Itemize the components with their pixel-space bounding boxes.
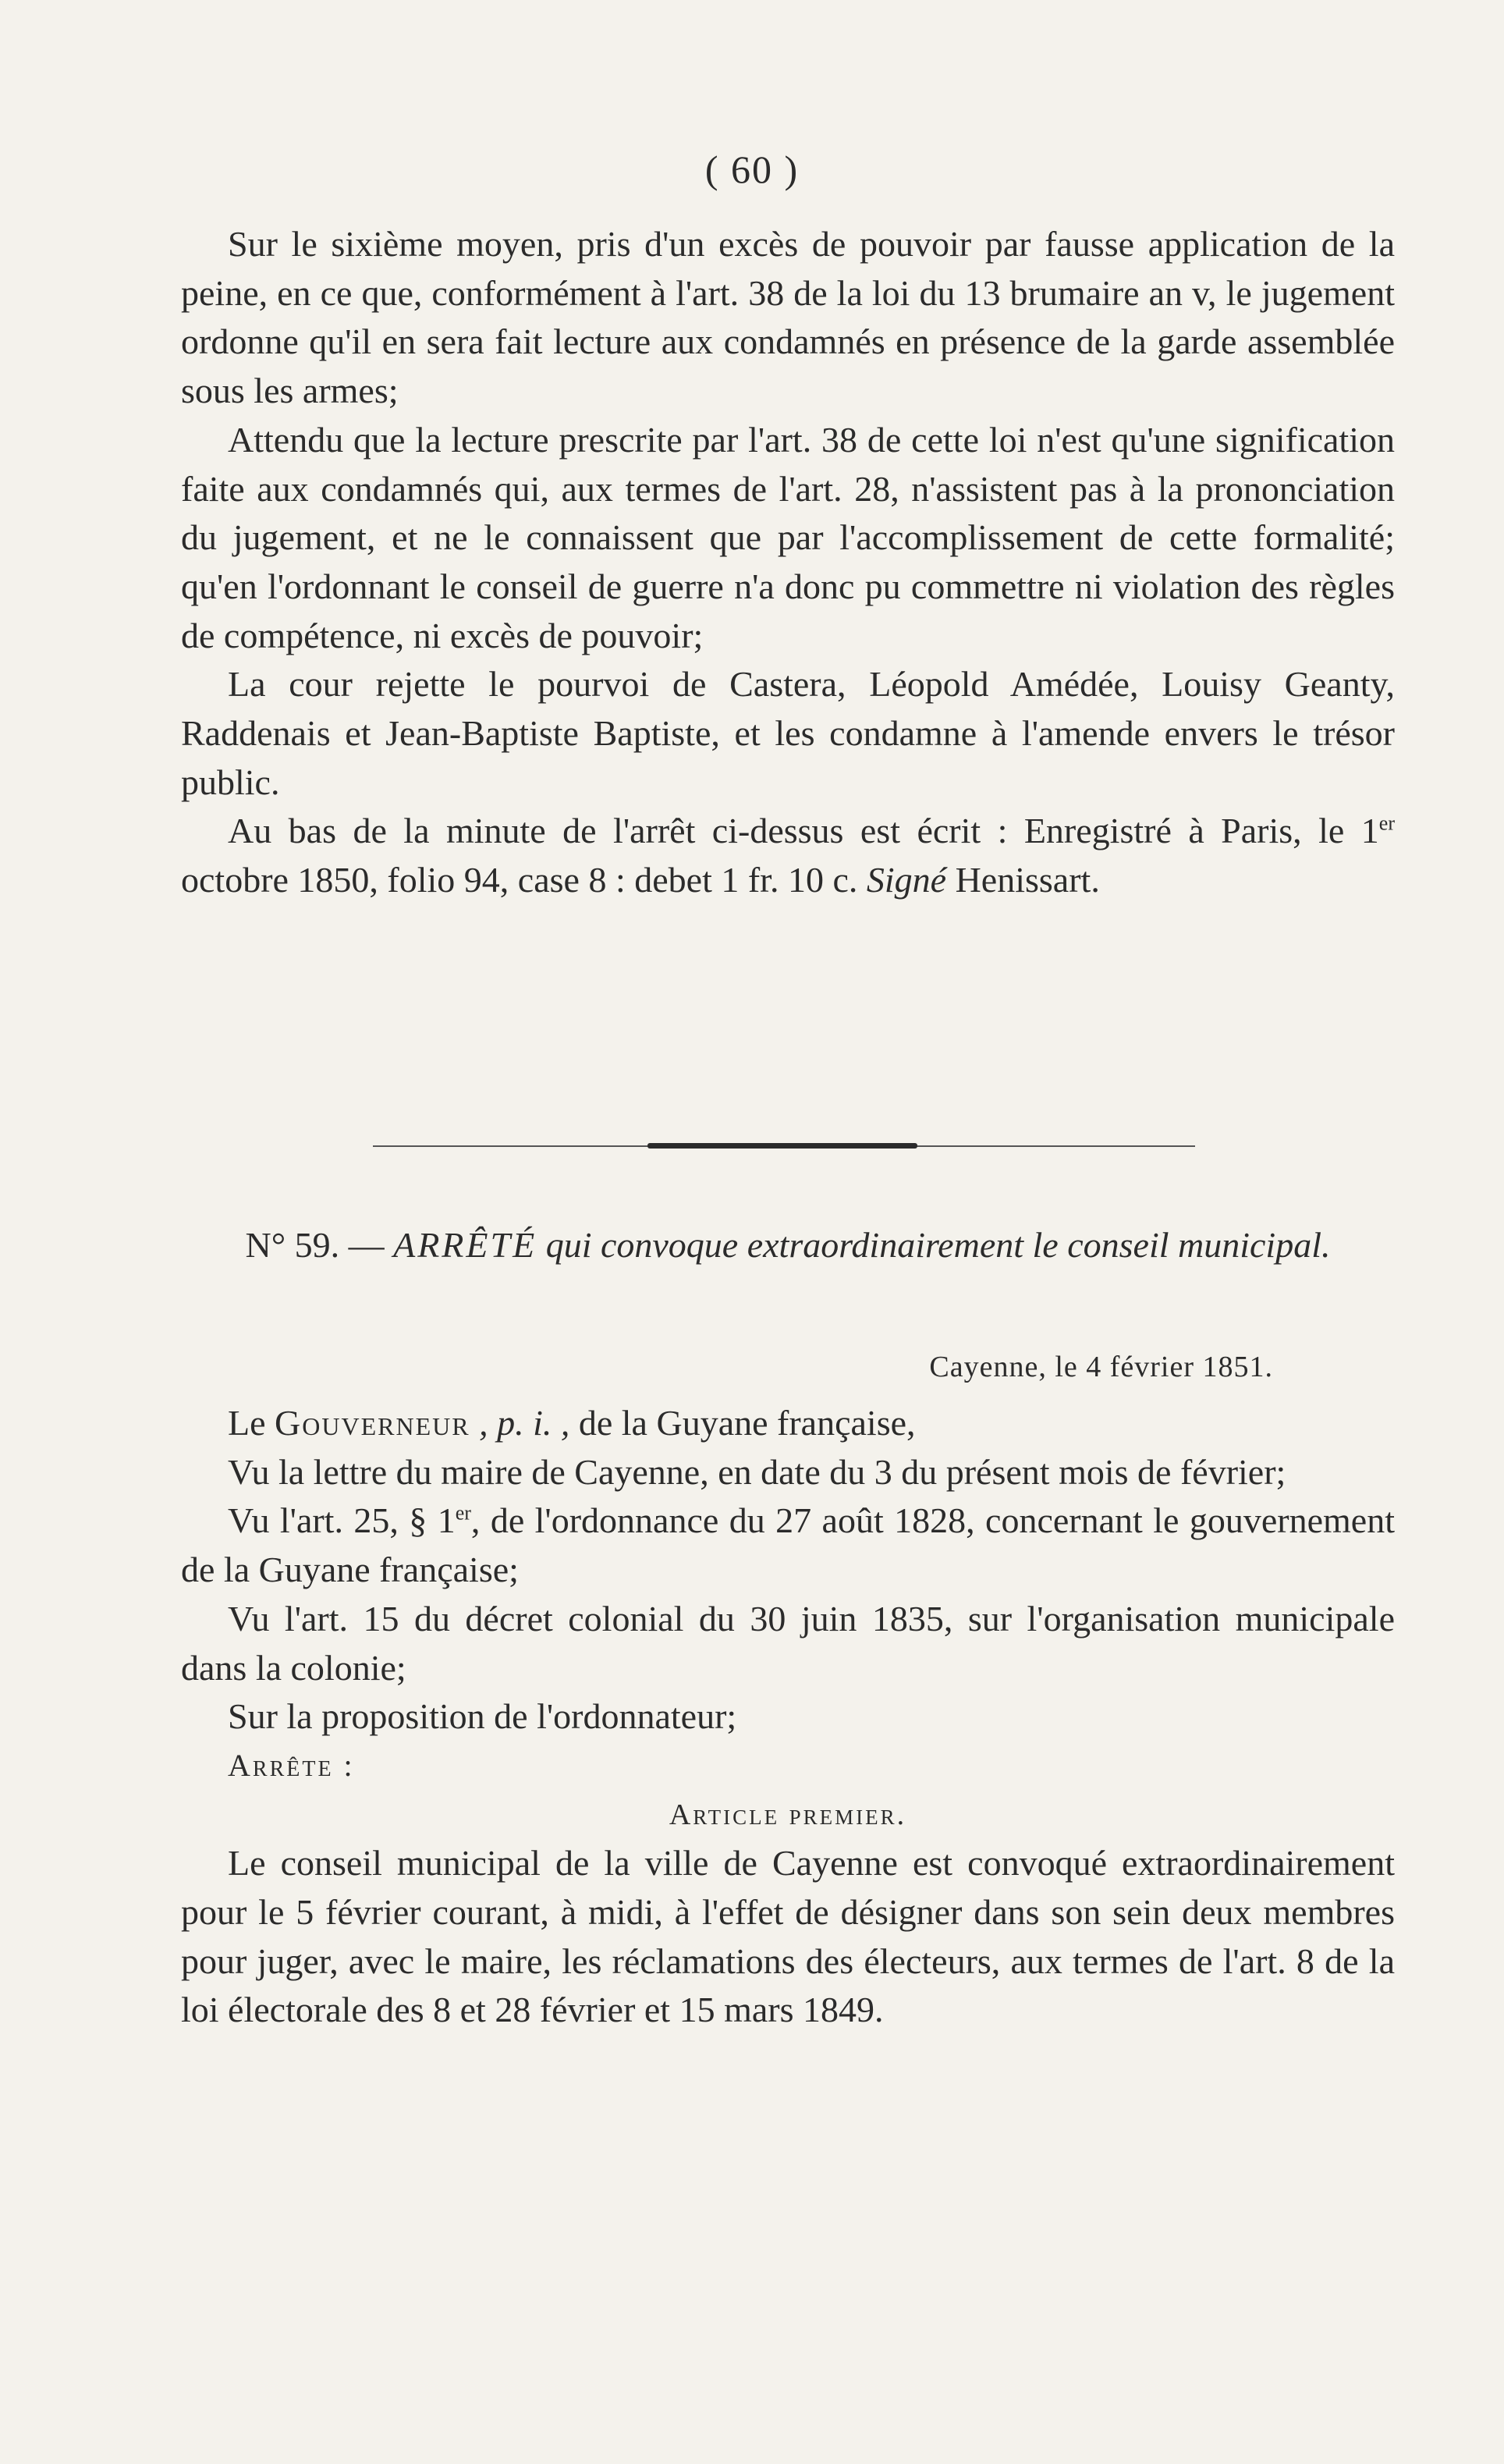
arrete-heading: N° 59. — ARRÊTÉ qui convoque extraordinairement le conseil municipal. bbox=[245, 1225, 1331, 1265]
signe-label: Signé bbox=[866, 860, 947, 900]
top-section bbox=[181, 220, 1395, 905]
paragraph-proposition: Sur la proposition de l'ordonnateur; bbox=[228, 1696, 737, 1737]
separator-rule-center bbox=[647, 1143, 917, 1149]
paragraph-vu-ordonnance: Vu l'art. 25, § 1er, de l'ordonnance du 27 août 1828, concernant le gouvernement de la Guyane française; bbox=[181, 1500, 1395, 1590]
paragraph-la-cour-rejette: La cour rejette le pourvoi de Castera, Léopold Amédée, Louisy Geanty, Raddenais et Jean-Baptiste Baptiste, et les condamne à l'amende envers le trésor public. bbox=[181, 664, 1395, 802]
arrete-label: Arrête : bbox=[228, 1747, 355, 1783]
paragraph-attendu: Attendu que la lecture prescrite par l'art. 38 de cette loi n'est qu'une signification faite aux condamnés qui, aux termes de l'art. 28, n'assistent pas à la prononciation du jugement, et ne le connaissent que par l'accomplissement de cette formalité; qu'en l'ordonnant le conseil de guerre n'a donc pu commettre ni violation des règles de compétence, ni excès de pouvoir; bbox=[181, 419, 1395, 655]
dateline: Cayenne, le 4 février 1851. bbox=[929, 1351, 1273, 1383]
article-title: Article premier. bbox=[669, 1798, 907, 1831]
arrete-body bbox=[181, 1399, 1395, 2035]
paragraph-vu-decret: Vu l'art. 15 du décret colonial du 30 juin 1835, sur l'organisation municipale dans la colonie; bbox=[181, 1598, 1395, 1688]
paragraph-gouverneur: Le Gouverneur , p. i. , de la Guyane française, bbox=[228, 1403, 916, 1443]
page-number: ( 60 ) bbox=[704, 147, 800, 191]
paragraph-sixieme-moyen: Sur le sixième moyen, pris d'un excès de pouvoir par fausse application de la peine, en ce que, conformément à l'art. 38 de la loi du 13 brumaire an v, le jugement ordonne qu'il en sera fait lecture aux condamnés en présence de la garde assemblée sous les armes; bbox=[181, 224, 1395, 411]
paragraph-vu-lettre: Vu la lettre du maire de Cayenne, en date du 3 du présent mois de février; bbox=[228, 1451, 1286, 1492]
paragraph-registration: Au bas de la minute de l'arrêt ci-dessus est écrit : Enregistré à Paris, le 1er octobre 1850, folio 94, case 8 : debet 1 fr. 10 c. Signé Henissart. bbox=[181, 811, 1395, 900]
paragraph-article-text: Le conseil municipal de la ville de Cayenne est convoqué extraordinairement pour le 5 février courant, à midi, à l'effet de désigner dans son sein deux membres pour juger, avec le maire, les réclamations des électeurs, aux termes de l'art. 8 de la loi électorale des 8 et 28 février et 15 mars 1849. bbox=[181, 1843, 1395, 2030]
